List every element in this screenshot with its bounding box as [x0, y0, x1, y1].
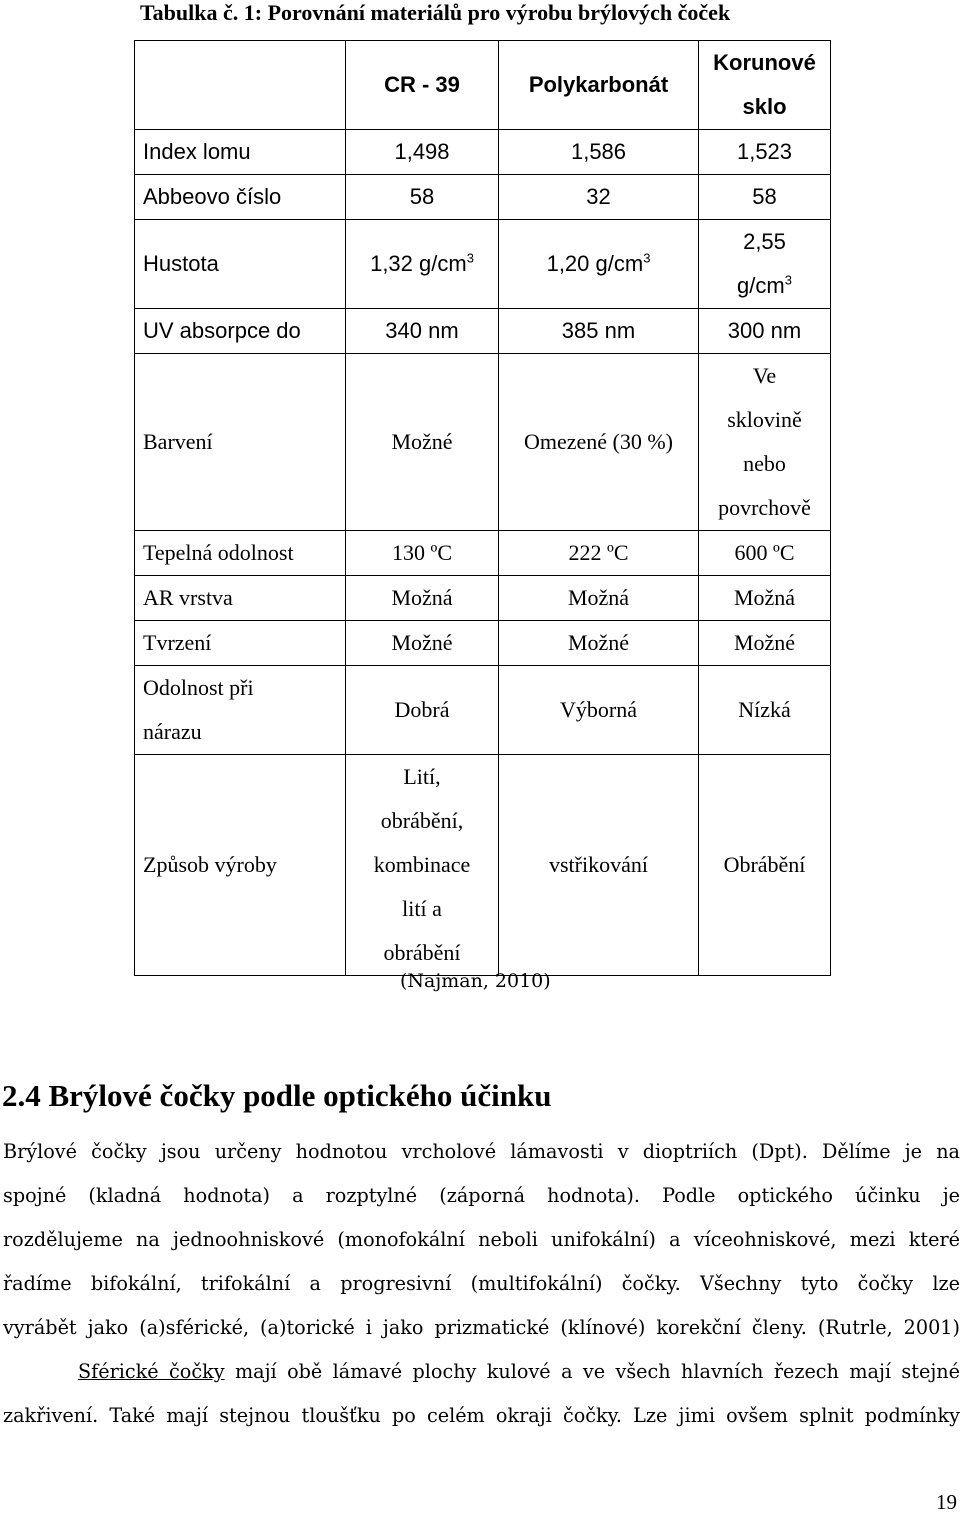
- paragraph-line: Brýlové čočky jsou určeny hodnotou vrcholové lámavosti v dioptriích (Dpt). Dělíme je na: [3, 1140, 960, 1163]
- cell-value: Obrábění: [699, 755, 831, 976]
- paragraph-line: řadíme bifokální, trifokální a progresivní (multifokální) čočky. Všechny tyto čočky lze: [3, 1272, 960, 1295]
- row-label: Hustota: [135, 220, 346, 309]
- table-row: [135, 309, 831, 354]
- row-label: Abbeovo číslo: [135, 175, 346, 220]
- table-row: [135, 621, 831, 666]
- cell-value: Možné: [699, 621, 831, 666]
- cell-value: 32: [499, 175, 699, 220]
- table-row: [135, 354, 831, 531]
- cell-value: Ve sklovině nebo povrchově: [699, 354, 831, 531]
- table-row: [135, 576, 831, 621]
- row-label: Tvrzení: [135, 621, 346, 666]
- cell-value: 1,20 $g/cm^3$: [499, 220, 699, 309]
- table-row: [135, 220, 831, 309]
- row-label: Odolnost při nárazu: [135, 666, 346, 755]
- header-crown-glass: Korunové sklo: [699, 41, 831, 130]
- paragraph-line: zakřivení. Také mají stejnou tloušťku po celém okraji čočky. Lze jimi ovšem splnit podmínky: [3, 1404, 960, 1427]
- cell-value: Výborná: [499, 666, 699, 755]
- cell-value: Lití, obrábění, kombinace lití a obrábění: [346, 755, 499, 976]
- table-source: (Najman, 2010): [400, 970, 551, 992]
- cell-value: 1,498: [346, 130, 499, 175]
- row-label: Barvení: [135, 354, 346, 531]
- cell-value: 1,586: [499, 130, 699, 175]
- cell-value: 340 nm: [346, 309, 499, 354]
- cell-value: 58: [346, 175, 499, 220]
- cell-value: Možné: [346, 354, 499, 531]
- spherical-lenses-term: Sférické čočky: [78, 1360, 225, 1383]
- cell-value: 600 ºC: [699, 531, 831, 576]
- paragraph-line: Sférické čočky mají obě lámavé plochy kulové a ve všech hlavních řezech mají stejné: [78, 1360, 960, 1383]
- page-number: 19: [936, 1490, 957, 1514]
- cell-value: 300 nm: [699, 309, 831, 354]
- cell-value: 1,32 $g/cm^3$: [346, 220, 499, 309]
- cell-value: Možná: [346, 576, 499, 621]
- row-label: Index lomu: [135, 130, 346, 175]
- cell-value: 385 nm: [499, 309, 699, 354]
- cell-value: Omezené (30 %): [499, 354, 699, 531]
- table-row: [135, 666, 831, 755]
- cell-value: vstřikování: [499, 755, 699, 976]
- header-cr39: CR - 39: [346, 41, 499, 130]
- cell-value: 1,523: [699, 130, 831, 175]
- materials-table: [134, 40, 831, 976]
- table-row: [135, 175, 831, 220]
- cell-value: Nízká: [699, 666, 831, 755]
- cell-value: Možná: [499, 576, 699, 621]
- paragraph-line: vyrábět jako (a)sférické, (a)torické i jako prizmatické (klínové) korekční členy. (Rutrle, 2001): [3, 1316, 960, 1339]
- table-header-row: [135, 41, 831, 130]
- table-row: [135, 531, 831, 576]
- section-heading: 2.4 Brýlové čočky podle optického účinku: [2, 1078, 552, 1113]
- row-label: Způsob výroby: [135, 755, 346, 976]
- table-caption: Tabulka č. 1: Porovnání materiálů pro výrobu brýlových čoček: [140, 0, 731, 25]
- header-empty-cell: [135, 41, 346, 130]
- paragraph-line: rozdělujeme na jednoohniskové (monofokální neboli unifokální) a víceohniskové, mezi které: [3, 1228, 960, 1251]
- cell-value: Možná: [699, 576, 831, 621]
- cell-value: 2,55 $g/cm^3$: [699, 220, 831, 309]
- cell-value: 130 ºC: [346, 531, 499, 576]
- header-polycarbonate: Polykarbonát: [499, 41, 699, 130]
- cell-value: Dobrá: [346, 666, 499, 755]
- table-row: [135, 755, 831, 976]
- cell-value: Možné: [499, 621, 699, 666]
- cell-value: Možné: [346, 621, 499, 666]
- paragraph-line: spojné (kladná hodnota) a rozptylné (záporná hodnota). Podle optického účinku je: [3, 1184, 960, 1207]
- row-label: UV absorpce do: [135, 309, 346, 354]
- cell-value: 58: [699, 175, 831, 220]
- row-label: Tepelná odolnost: [135, 531, 346, 576]
- cell-value: 222 ºC: [499, 531, 699, 576]
- table-row: [135, 130, 831, 175]
- row-label: AR vrstva: [135, 576, 346, 621]
